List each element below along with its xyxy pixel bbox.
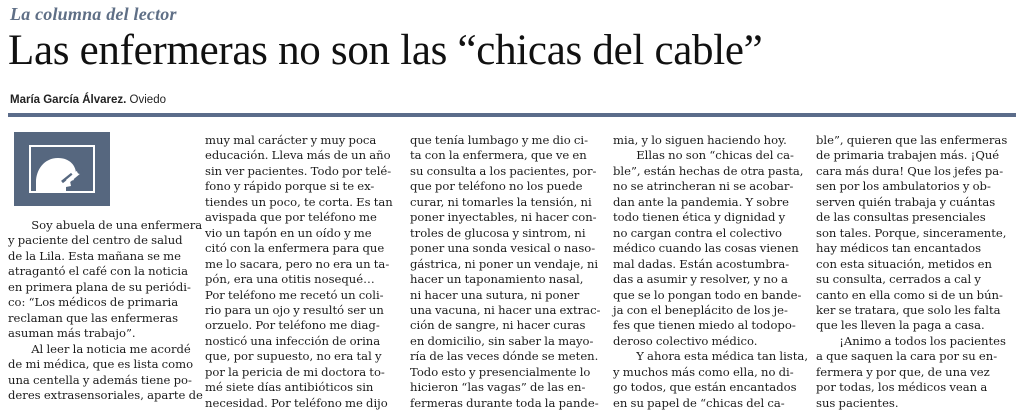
article-line: no se atrincheran ni se acobar- xyxy=(613,179,794,194)
article-line: fono y rápido porque si te ex- xyxy=(205,179,375,194)
article-line: gástrica, ni poner un vendaje, ni xyxy=(410,256,599,271)
article-line: ción de sangre, ni hacer curas xyxy=(410,318,586,333)
article-line: rio para un ojo y resultó ser un xyxy=(205,302,384,317)
article-line: Soy abuela de una enfermera xyxy=(8,218,203,232)
article-column-1 xyxy=(8,218,203,403)
article-line: sus pacientes. xyxy=(816,395,899,410)
article-line: fermera y por que, de una vez xyxy=(816,364,990,379)
article-line: a que saquen la cara por su en- xyxy=(816,349,998,364)
article-line: orzuelo. Por teléfono me diag- xyxy=(205,318,380,333)
article-line: poner una sonda vesical o naso- xyxy=(410,241,596,256)
article-line: mal dadas. Están acostumbra- xyxy=(613,256,790,271)
article-line: fermeras durante toda la pande- xyxy=(410,395,599,410)
article-line: mia, y lo siguen haciendo hoy. xyxy=(613,133,787,147)
article-line: troles de glucosa y sintrom, ni xyxy=(410,225,586,240)
article-line: tiendes un poco, te corta. Es tan xyxy=(205,194,393,209)
article-line: asuman más trabajo”. xyxy=(8,326,136,341)
section-label: La columna del lector xyxy=(10,4,177,24)
article-line: co: “Los médicos de primaria xyxy=(8,295,179,310)
article-line: ¡Animo a todos los pacientes xyxy=(816,333,1006,348)
byline-author: María García Álvarez. xyxy=(10,94,127,106)
article-line: muy mal carácter y muy poca xyxy=(205,133,377,147)
article-line: pón, era una otitis nosequé… xyxy=(205,272,375,287)
header-rule xyxy=(8,113,1016,117)
article-line: sen por los ambulatorios y ob- xyxy=(816,179,991,194)
article-line: hicieron “las vagas” de las en- xyxy=(410,380,586,395)
article-line: con esta situación, metidos en xyxy=(816,256,992,271)
article-line: deroso colectivo médico. xyxy=(613,333,758,348)
article-line: vio un tapón en un oído y me xyxy=(205,225,372,240)
article-line: que tenía lumbago y me dio ci- xyxy=(410,133,589,147)
article-line: en primera plana de su periódi- xyxy=(8,279,191,294)
article-line: su consulta a los pacientes, por- xyxy=(410,163,597,178)
article-line: son tales. Porque, sinceramente, xyxy=(816,225,1007,240)
article-line: fes que tienen miedo al todopo- xyxy=(613,318,796,333)
article-column-4 xyxy=(613,133,809,411)
article-line: no cargan contra el colectivo xyxy=(613,225,782,240)
headline: Las enfermeras no son las “chicas del cable” xyxy=(8,27,763,74)
article-line: en domicilio, sin saber la mayo- xyxy=(410,333,594,348)
article-line: dan ante la pandemia. Y sobre xyxy=(613,194,790,209)
article-line: Y ahora esta médica tan lista, xyxy=(613,349,809,364)
article-line: nosticó una infección de orina xyxy=(205,333,381,348)
article-line: que les lleven la paga a casa. xyxy=(816,318,985,333)
article-column-3 xyxy=(410,133,606,411)
article-line: serven quién trabaja y cuántas xyxy=(816,194,996,209)
article-line: ble”, quieren que las enfermeras xyxy=(816,133,1008,147)
article-line: go todos, que están encantados xyxy=(613,380,797,395)
article-line: hacer un taponamiento nasal, xyxy=(410,272,584,287)
article-line: en su papel de “chicas del ca- xyxy=(613,395,785,410)
article-line: me lo sacara, pero no era un ta- xyxy=(205,256,390,271)
article-line: de mi médica, que es lista como xyxy=(8,357,194,372)
article-line: que por teléfono no los puede xyxy=(410,179,583,194)
article-line: Todo esto y presencialmente lo xyxy=(410,364,591,379)
article-line: y muchos más como ella, no di- xyxy=(613,364,794,379)
article-line: ble”, están hechas de otra pasta, xyxy=(613,163,804,178)
article-line: hay médicos tan encantados xyxy=(816,241,982,256)
article-line: canto en ella como si de un bún- xyxy=(816,287,1003,302)
article-line: ja con el beneplácito de los je- xyxy=(613,302,788,317)
article-line: Por teléfono me recetó un coli- xyxy=(205,287,384,302)
person-speaking-icon xyxy=(14,132,110,206)
article-line: poner inyectables, ni hacer con- xyxy=(410,210,597,225)
article-line: ker se tratara, que solo les falta xyxy=(816,302,1001,317)
article-line: ta con la enfermera, que ve en xyxy=(410,148,587,163)
article-line: atragantó el café con la noticia xyxy=(8,264,189,279)
article-line: una centella y además tiene po- xyxy=(8,372,192,387)
article-line: y paciente del centro de salud xyxy=(8,233,183,248)
article-line: Al leer la noticia me acordé xyxy=(8,341,191,356)
article-line: citó con la enfermera para que xyxy=(205,241,385,256)
article-line: avispada que por teléfono me xyxy=(205,210,377,225)
article-line: todo tienen ética y dignidad y xyxy=(613,210,786,225)
article-line: ría de las veces dónde se meten. xyxy=(410,349,599,364)
article-line: por la pericia de mi doctora to- xyxy=(205,364,385,379)
article-line: reclaman que las enfermeras xyxy=(8,310,179,325)
article-line: de primaria trabajen más. ¡Qué xyxy=(816,148,1000,163)
byline xyxy=(10,94,166,106)
article-line: das a asumir y resolver, y no a xyxy=(613,272,788,287)
byline-place: Oviedo xyxy=(129,94,166,106)
article-line: su consulta, cerrados a cal y xyxy=(816,272,981,287)
article-line: por todas, los médicos vean a xyxy=(816,380,988,395)
article-line: médico cuando las cosas vienen xyxy=(613,241,799,256)
article-line: deres extrasensoriales, aparte de xyxy=(8,387,203,402)
article-line: sin ver pacientes. Todo por telé- xyxy=(205,163,392,178)
article-line: que, por supuesto, no era tal y xyxy=(205,349,382,364)
article-line: ni hacer una sutura, ni poner xyxy=(410,287,580,302)
article-line: de la Lila. Esta mañana se me xyxy=(8,248,182,263)
article-line: una vacuna, ni hacer una extrac- xyxy=(410,302,601,317)
article-column-5 xyxy=(816,133,1016,411)
article-line: mé siete días antibióticos sin xyxy=(205,380,374,395)
article-line: Ellas no son “chicas del ca- xyxy=(613,148,794,163)
article-line: necesidad. Por teléfono me dijo xyxy=(205,395,388,410)
article-line: cara más dura! Que los jefes pa- xyxy=(816,163,1004,178)
article-line: curar, ni tomarles la tensión, ni xyxy=(410,194,592,209)
article-line: que se lo pongan todo en bande- xyxy=(613,287,802,302)
article-line: de las consultas presenciales xyxy=(816,210,986,225)
article-line: educación. Lleva más de un año xyxy=(205,148,391,163)
article-column-2 xyxy=(205,133,401,411)
